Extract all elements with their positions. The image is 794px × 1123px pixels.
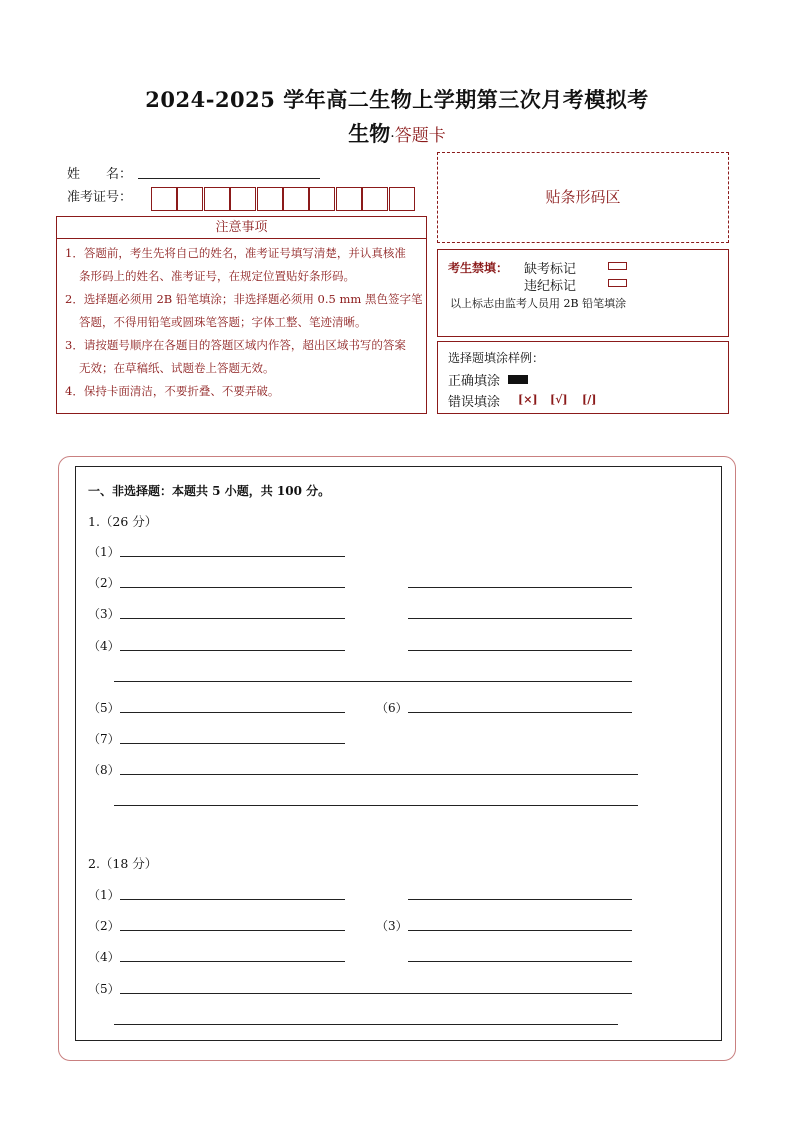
forbidden-note: 以上标志由监考人员用 2B 铅笔填涂 — [450, 297, 627, 310]
id-label: 准考证号： — [67, 190, 133, 205]
id-digit-box[interactable] — [230, 187, 256, 211]
id-digit-box[interactable] — [151, 187, 177, 211]
q2-title: 2.（18 分） — [88, 856, 158, 871]
q2-part-3-answer-line[interactable] — [408, 930, 632, 931]
q2-part-4-answer-line[interactable] — [120, 961, 345, 962]
q1-part-7-answer-line[interactable] — [120, 743, 345, 744]
q1-part-5-answer-line[interactable] — [120, 712, 345, 713]
id-digit-box[interactable] — [177, 187, 203, 211]
q1-part-5-label: （5） — [88, 701, 120, 715]
notice-item: 答题，不得用铅笔或圆珠笔答题；字体工整、笔迹清晰。 — [79, 315, 367, 329]
q1-part-3-answer-line[interactable] — [120, 618, 345, 619]
id-digit-box[interactable] — [309, 187, 335, 211]
id-digit-box[interactable] — [257, 187, 283, 211]
fill-example-box — [437, 341, 729, 414]
q2-part-5-answer-line[interactable] — [120, 993, 632, 994]
q2-part-1-answer-line[interactable] — [408, 899, 632, 900]
q2-part-2-label: （2） — [88, 919, 120, 933]
exam-title: 2024-2025 学年高二生物上学期第三次月考模拟考 — [145, 87, 649, 112]
notice-item: 无效；在草稿纸、试题卷上答题无效。 — [79, 361, 275, 375]
barcode-area — [437, 152, 729, 243]
notice-item: 1．答题前，考生先将自己的姓名，准考证号填写清楚，并认真核准 — [65, 246, 406, 260]
q1-part-3-label: （3） — [88, 607, 120, 621]
q1-part-8-answer-line[interactable] — [114, 805, 638, 806]
q1-part-2-label: （2） — [88, 576, 120, 590]
subject-separator: · — [390, 129, 395, 145]
id-digit-box[interactable] — [336, 187, 362, 211]
answer-area-inner — [75, 466, 722, 1041]
q2-part-1-label: （1） — [88, 888, 120, 902]
notice-item: 4．保持卡面清洁，不要折叠、不要弄破。 — [65, 384, 280, 398]
q1-part-2-answer-line[interactable] — [120, 587, 345, 588]
wrong-mark-check: [√] — [550, 393, 568, 406]
notice-item: 2．选择题必须用 2B 铅笔填涂；非选择题必须用 0.5 mm 黑色签字笔 — [65, 292, 423, 306]
q1-part-8-answer-line[interactable] — [120, 774, 638, 775]
notice-title: 注意事项 — [57, 217, 426, 239]
subtitle — [0, 118, 794, 148]
violation-label: 违纪标记 — [524, 279, 577, 294]
q1-part-6-label: （6） — [376, 701, 408, 715]
correct-fill-sample — [508, 375, 528, 384]
q1-part-4-answer-line[interactable] — [120, 650, 345, 651]
wrong-fill-label: 错误填涂 — [448, 395, 501, 410]
q1-part-4-answer-line[interactable] — [114, 681, 632, 682]
id-digit-box[interactable] — [389, 187, 415, 211]
notice-item: 3．请按题号顺序在各题目的答题区域内作答，超出区域书写的答案 — [65, 338, 406, 352]
q1-part-1-answer-line[interactable] — [120, 556, 345, 557]
q1-part-3-answer-line[interactable] — [408, 618, 632, 619]
q1-part-6-answer-line[interactable] — [408, 712, 632, 713]
forbidden-box — [437, 249, 729, 337]
section-heading: 一、非选择题：本题共 5 小题，共 100 分。 — [88, 484, 331, 498]
q2-part-4-label: （4） — [88, 950, 120, 964]
name-label: 姓 名： — [67, 167, 133, 182]
fill-example-title: 选择题填涂样例： — [448, 351, 545, 365]
q2-part-5-label: （5） — [88, 982, 120, 996]
violation-mark-box[interactable] — [608, 279, 627, 287]
q2-part-4-answer-line[interactable] — [408, 961, 632, 962]
q1-part-7-label: （7） — [88, 732, 120, 746]
id-digit-box[interactable] — [362, 187, 388, 211]
absent-label: 缺考标记 — [524, 262, 577, 277]
absent-mark-box[interactable] — [608, 262, 627, 270]
q1-part-4-answer-line[interactable] — [408, 650, 632, 651]
wrong-mark-slash: [/] — [582, 393, 597, 406]
subject-label: 生物 — [348, 121, 391, 146]
name-field[interactable] — [138, 178, 320, 179]
barcode-label: 贴条形码区 — [545, 188, 621, 206]
notice-item: 条形码上的姓名、准考证号，在规定位置贴好条形码。 — [79, 269, 355, 283]
notice-box — [56, 216, 427, 414]
q1-part-4-label: （4） — [88, 639, 120, 653]
q2-part-3-label: （3） — [376, 919, 408, 933]
q1-part-8-label: （8） — [88, 763, 120, 777]
q1-title: 1.（26 分） — [88, 514, 158, 529]
q2-part-2-answer-line[interactable] — [120, 930, 345, 931]
q1-part-1-label: （1） — [88, 545, 120, 559]
forbidden-label: 考生禁填： — [448, 261, 509, 275]
id-digit-box[interactable] — [204, 187, 230, 211]
id-digit-box[interactable] — [283, 187, 309, 211]
q2-part-1-answer-line[interactable] — [120, 899, 345, 900]
card-label: 答题卡 — [394, 126, 446, 146]
q2-part-5-answer-line[interactable] — [114, 1024, 618, 1025]
correct-fill-label: 正确填涂 — [448, 374, 501, 389]
q1-part-2-answer-line[interactable] — [408, 587, 632, 588]
wrong-mark-cross: [×] — [518, 393, 538, 406]
